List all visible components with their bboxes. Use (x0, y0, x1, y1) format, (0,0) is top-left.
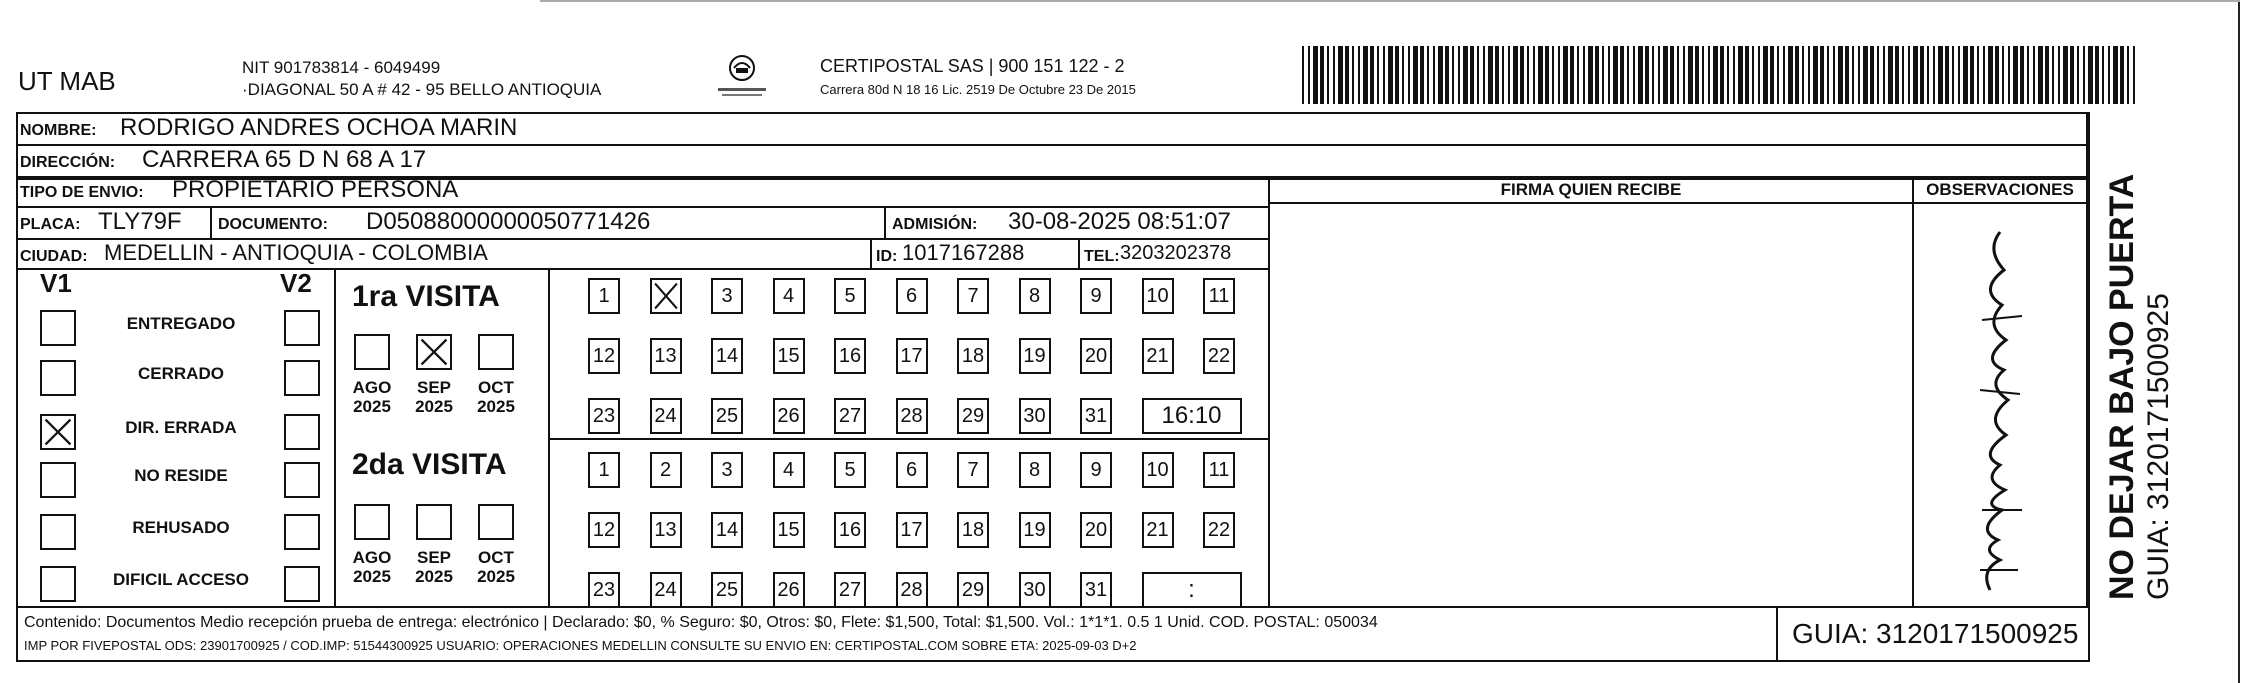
admision-label: ADMISIÓN: (892, 216, 978, 233)
warning-no-dejar: NO DEJAR BAJO PUERTA (2103, 173, 2141, 600)
first-visit-day-box[interactable] (896, 278, 928, 314)
day-number: 3 (721, 285, 733, 307)
direccion-label: DIRECCIÓN: (20, 154, 116, 171)
first-visit-day-box[interactable] (773, 398, 805, 434)
second-visit-day-box[interactable] (1019, 512, 1051, 548)
day-number: 14 (715, 345, 739, 367)
day-number: 24 (654, 405, 677, 427)
reason-label: ENTREGADO (126, 314, 236, 333)
day-number: 27 (838, 405, 862, 427)
day-number: 19 (1023, 345, 1046, 367)
company-address: ·DIAGONAL 50 A # 42 - 95 BELLO ANTIOQUIA (242, 80, 602, 99)
observaciones-header: OBSERVACIONES (1926, 180, 2074, 199)
x-mark-icon (418, 336, 450, 368)
second-visit-day-box[interactable] (957, 572, 989, 608)
month-label (344, 548, 400, 586)
second-visit-month-checkbox[interactable] (416, 504, 452, 540)
first-visit-day-box[interactable] (650, 278, 682, 314)
second-visit-day-box[interactable] (1019, 452, 1051, 488)
day-number: 8 (1028, 459, 1041, 481)
placa-value: TLY79F (98, 208, 182, 235)
day-number: 29 (961, 579, 985, 601)
footer-divider (1776, 606, 1778, 662)
footer-contenido: Contenido: Documentos Medio recepción prueba de entrega: electrónico | Declarado: $0, % Seguro: $0, Otros: $0, Flete: $1,500, Total: $1,500. Vol.: 1*1*1. 0.5 1 Unid. COD. POSTAL: 050034 (24, 614, 1378, 631)
month-year: 2025 (477, 397, 515, 416)
month-label (344, 378, 400, 416)
second-visit-day-box[interactable] (650, 452, 682, 488)
day-number: 22 (1207, 345, 1231, 367)
day-number: 15 (777, 345, 800, 367)
month-year: 2025 (415, 567, 453, 586)
day-number: 9 (1090, 285, 1102, 307)
v2-checkbox[interactable] (284, 566, 320, 602)
direccion-value: CARRERA 65 D N 68 A 17 (142, 146, 427, 173)
second-visit-day-box[interactable] (773, 512, 805, 548)
second-visit-title: 2da VISITA (352, 448, 507, 481)
day-number: 14 (715, 519, 739, 541)
day-number: 5 (844, 459, 856, 481)
day-number: 8 (1028, 285, 1041, 307)
day-number: 3 (721, 459, 733, 481)
day-number: 16 (838, 519, 862, 541)
day-number: 31 (1084, 579, 1108, 601)
reason-label: NO RESIDE (134, 466, 228, 485)
day-number: 16 (838, 345, 862, 367)
firma-header: FIRMA QUIEN RECIBE (1500, 180, 1682, 199)
company-nit: NIT 901783814 - 6049499 (242, 58, 441, 77)
day-number: 19 (1023, 519, 1046, 541)
day-number: 11 (1208, 459, 1230, 481)
day-number: 6 (905, 285, 918, 307)
first-visit-day-box[interactable] (1203, 278, 1235, 314)
v1-checkbox[interactable] (40, 514, 76, 550)
first-visit-day-box[interactable] (588, 278, 620, 314)
first-visit-day-box[interactable] (896, 398, 928, 434)
day-number: 10 (1146, 285, 1169, 307)
month-year: 2025 (415, 397, 453, 416)
v2-checkbox[interactable] (284, 360, 320, 396)
day-number: 7 (967, 459, 979, 481)
second-visit-month-checkbox[interactable] (478, 504, 514, 540)
col-divider (2086, 112, 2088, 608)
v2-checkbox[interactable] (284, 462, 320, 498)
month-name: AGO (352, 378, 392, 397)
first-visit-day-box[interactable] (650, 398, 682, 434)
reason-label: REHUSADO (132, 518, 230, 537)
second-visit-day-box[interactable] (588, 572, 620, 608)
nombre-label: NOMBRE: (20, 122, 97, 139)
day-number: 11 (1208, 285, 1230, 307)
day-number: 6 (905, 459, 918, 481)
day-number: 4 (782, 285, 795, 307)
second-visit-day-box[interactable] (1203, 512, 1235, 548)
month-name: OCT (478, 378, 514, 397)
second-visit-day-box[interactable] (711, 512, 743, 548)
first-visit-day-box[interactable] (957, 278, 989, 314)
day-number: 13 (654, 519, 677, 541)
day-number: 2 (659, 459, 672, 481)
scan-top-edge (540, 0, 2240, 2)
month-name: SEP (416, 378, 452, 397)
second-visit-day-box[interactable] (834, 512, 866, 548)
side-guia: GUIA: 3120171500925 (2142, 293, 2175, 600)
first-visit-day-box[interactable] (1080, 338, 1112, 374)
cell-divider (1078, 240, 1080, 268)
col-divider (334, 268, 336, 608)
certipostal-name: CERTIPOSTAL SAS | 900 151 122 - 2 (820, 56, 1125, 76)
v2-header: V2 (280, 268, 312, 298)
col-divider (1912, 176, 1914, 608)
month-label (468, 378, 524, 416)
day-number: 12 (592, 345, 616, 367)
day-number: 23 (592, 405, 616, 427)
ciudad-value: MEDELLIN - ANTIOQUIA - COLOMBIA (104, 240, 488, 265)
placa-label: PLACA: (20, 216, 81, 233)
documento-value: D05088000000050771426 (366, 208, 651, 235)
month-year: 2025 (353, 567, 391, 586)
v2-checkbox[interactable] (284, 310, 320, 346)
x-mark-icon (42, 416, 74, 448)
first-visit-day-box[interactable] (773, 278, 805, 314)
reason-label: CERRADO (138, 364, 224, 383)
second-visit-day-box[interactable] (834, 572, 866, 608)
day-number: 17 (900, 519, 923, 541)
day-number: 26 (777, 579, 800, 601)
first-visit-day-box[interactable] (957, 338, 989, 374)
first-visit-month-checkbox[interactable] (354, 334, 390, 370)
v1-checkbox[interactable] (40, 414, 76, 450)
second-visit-time-field[interactable]: : (1142, 572, 1242, 608)
day-number: 30 (1023, 579, 1046, 601)
day-number: 27 (838, 579, 862, 601)
first-visit-day-box[interactable] (650, 338, 682, 374)
day-number: 29 (961, 405, 985, 427)
second-visit-month-checkbox[interactable] (354, 504, 390, 540)
second-visit-day-box[interactable] (896, 572, 928, 608)
second-visit-day-box[interactable] (588, 512, 620, 548)
day-number: 15 (777, 519, 800, 541)
second-visit-day-box[interactable] (711, 572, 743, 608)
day-number: 13 (654, 345, 677, 367)
day-number: 21 (1146, 519, 1169, 541)
v1-checkbox[interactable] (40, 360, 76, 396)
barcode (1302, 46, 2140, 104)
month-year: 2025 (353, 397, 391, 416)
second-visit-day-box[interactable] (711, 452, 743, 488)
first-visit-day-box[interactable] (1080, 398, 1112, 434)
v2-checkbox[interactable] (284, 514, 320, 550)
second-visit-day-box[interactable] (1080, 512, 1112, 548)
first-visit-day-box[interactable] (957, 398, 989, 434)
day-number: 18 (961, 519, 985, 541)
first-visit-month-checkbox[interactable] (478, 334, 514, 370)
first-visit-day-box[interactable] (834, 338, 866, 374)
second-visit-day-box[interactable] (650, 512, 682, 548)
first-visit-day-box[interactable] (896, 338, 928, 374)
day-number: 23 (592, 579, 616, 601)
certipostal-license: Carrera 80d N 18 16 Lic. 2519 De Octubre 23 De 2015 (820, 82, 1136, 97)
certipostal-logo (712, 54, 772, 100)
first-visit-day-box[interactable] (711, 338, 743, 374)
month-label (406, 378, 462, 416)
x-mark-icon (652, 280, 680, 312)
reason-label: DIR. ERRADA (125, 418, 237, 437)
day-number: 20 (1084, 345, 1108, 367)
day-number: 24 (654, 579, 677, 601)
day-number: 9 (1090, 459, 1102, 481)
v1-checkbox[interactable] (40, 566, 76, 602)
day-number: 1 (598, 459, 610, 481)
day-number: 7 (967, 285, 979, 307)
company-name: UT MAB (18, 66, 116, 96)
day-number: 1 (598, 285, 610, 307)
first-visit-day-box[interactable] (1019, 278, 1051, 314)
second-visit-day-box[interactable] (773, 572, 805, 608)
id-value: 1017167288 (902, 240, 1025, 265)
day-number: 5 (844, 285, 856, 307)
month-name: SEP (416, 548, 452, 567)
second-visit-day-box[interactable] (834, 452, 866, 488)
second-visit-day-box[interactable] (1019, 572, 1051, 608)
first-visit-day-box[interactable] (711, 278, 743, 314)
day-number: 25 (715, 579, 739, 601)
day-number: 22 (1207, 519, 1231, 541)
second-visit-day-box[interactable] (896, 512, 928, 548)
v1-checkbox[interactable] (40, 462, 76, 498)
day-number: 17 (900, 345, 923, 367)
tel-value: 3203202378 (1120, 242, 1232, 264)
day-number: 30 (1023, 405, 1046, 427)
footer-guia: GUIA: 3120171500925 (1792, 618, 2079, 649)
first-visit-month-checkbox[interactable] (416, 334, 452, 370)
second-visit-day-box[interactable] (1203, 452, 1235, 488)
day-number: 28 (900, 579, 923, 601)
day-number: 4 (782, 459, 795, 481)
cell-divider (210, 208, 212, 238)
first-visit-time-field[interactable]: 16:10 (1142, 398, 1242, 434)
tipo-value: PROPIETARIO PERSONA (172, 176, 459, 203)
day-number: 25 (715, 405, 739, 427)
warning-vertical-text (2102, 130, 2176, 600)
cell-divider (870, 240, 872, 268)
month-name: AGO (352, 548, 392, 567)
day-number: 10 (1146, 459, 1169, 481)
day-number: 18 (961, 345, 985, 367)
tel-label: TEL: (1084, 248, 1120, 265)
second-visit-day-box[interactable] (1080, 572, 1112, 608)
signature-area[interactable] (1270, 204, 1912, 608)
day-number: 31 (1084, 405, 1108, 427)
nombre-value: RODRIGO ANDRES OCHOA MARIN (120, 114, 518, 141)
second-visit-day-box[interactable] (896, 452, 928, 488)
day-number: 26 (777, 405, 800, 427)
day-number: 21 (1146, 345, 1169, 367)
first-visit-day-box[interactable] (711, 398, 743, 434)
first-visit-day-box[interactable] (834, 278, 866, 314)
month-year: 2025 (477, 567, 515, 586)
day-number: 20 (1084, 519, 1108, 541)
cell-divider (884, 208, 886, 238)
first-visit-day-box[interactable] (588, 338, 620, 374)
second-visit-day-box[interactable] (957, 452, 989, 488)
day-number: 12 (592, 519, 616, 541)
first-visit-day-box[interactable] (1080, 278, 1112, 314)
v1-checkbox[interactable] (40, 310, 76, 346)
second-visit-day-box[interactable] (1142, 512, 1174, 548)
second-visit-day-box[interactable] (1080, 452, 1112, 488)
v2-checkbox[interactable] (284, 414, 320, 450)
first-visit-title: 1ra VISITA (352, 280, 500, 313)
scan-right-edge (2238, 2, 2240, 683)
day-number: 28 (900, 405, 923, 427)
first-visit-day-box[interactable] (1019, 338, 1051, 374)
first-visit-day-box[interactable] (1019, 398, 1051, 434)
month-name: OCT (478, 548, 514, 567)
second-visit-day-box[interactable] (588, 452, 620, 488)
tipo-label: TIPO DE ENVIO: (20, 184, 144, 201)
second-visit-day-box[interactable] (650, 572, 682, 608)
second-visit-day-box[interactable] (957, 512, 989, 548)
ciudad-label: CIUDAD: (20, 248, 88, 265)
month-label (468, 548, 524, 586)
reason-label: DIFICIL ACCESO (112, 570, 249, 589)
first-visit-day-box[interactable] (588, 398, 620, 434)
second-visit-day-box[interactable] (773, 452, 805, 488)
first-visit-day-box[interactable] (834, 398, 866, 434)
first-visit-day-box[interactable] (1203, 338, 1235, 374)
first-visit-day-box[interactable] (1142, 338, 1174, 374)
id-label: ID: (876, 248, 898, 265)
footer-imp: IMP POR FIVEPOSTAL ODS: 23901700925 / COD.IMP: 51544300925 USUARIO: OPERACIONES MEDELLIN CONSULTE SU ENVIO EN: CERTIPOSTAL.COM SOBRE ETA: 2025-09-03 D+2 (24, 638, 1137, 653)
documento-label: DOCUMENTO: (218, 216, 328, 233)
v1-header: V1 (40, 268, 72, 298)
handwritten-observation (1920, 210, 2080, 602)
first-visit-day-box[interactable] (1142, 278, 1174, 314)
row-divider (16, 268, 1270, 270)
admision-value: 30-08-2025 08:51:07 (1008, 208, 1231, 235)
first-visit-day-box[interactable] (773, 338, 805, 374)
month-label (406, 548, 462, 586)
visit-divider (548, 438, 1270, 440)
second-visit-day-box[interactable] (1142, 452, 1174, 488)
